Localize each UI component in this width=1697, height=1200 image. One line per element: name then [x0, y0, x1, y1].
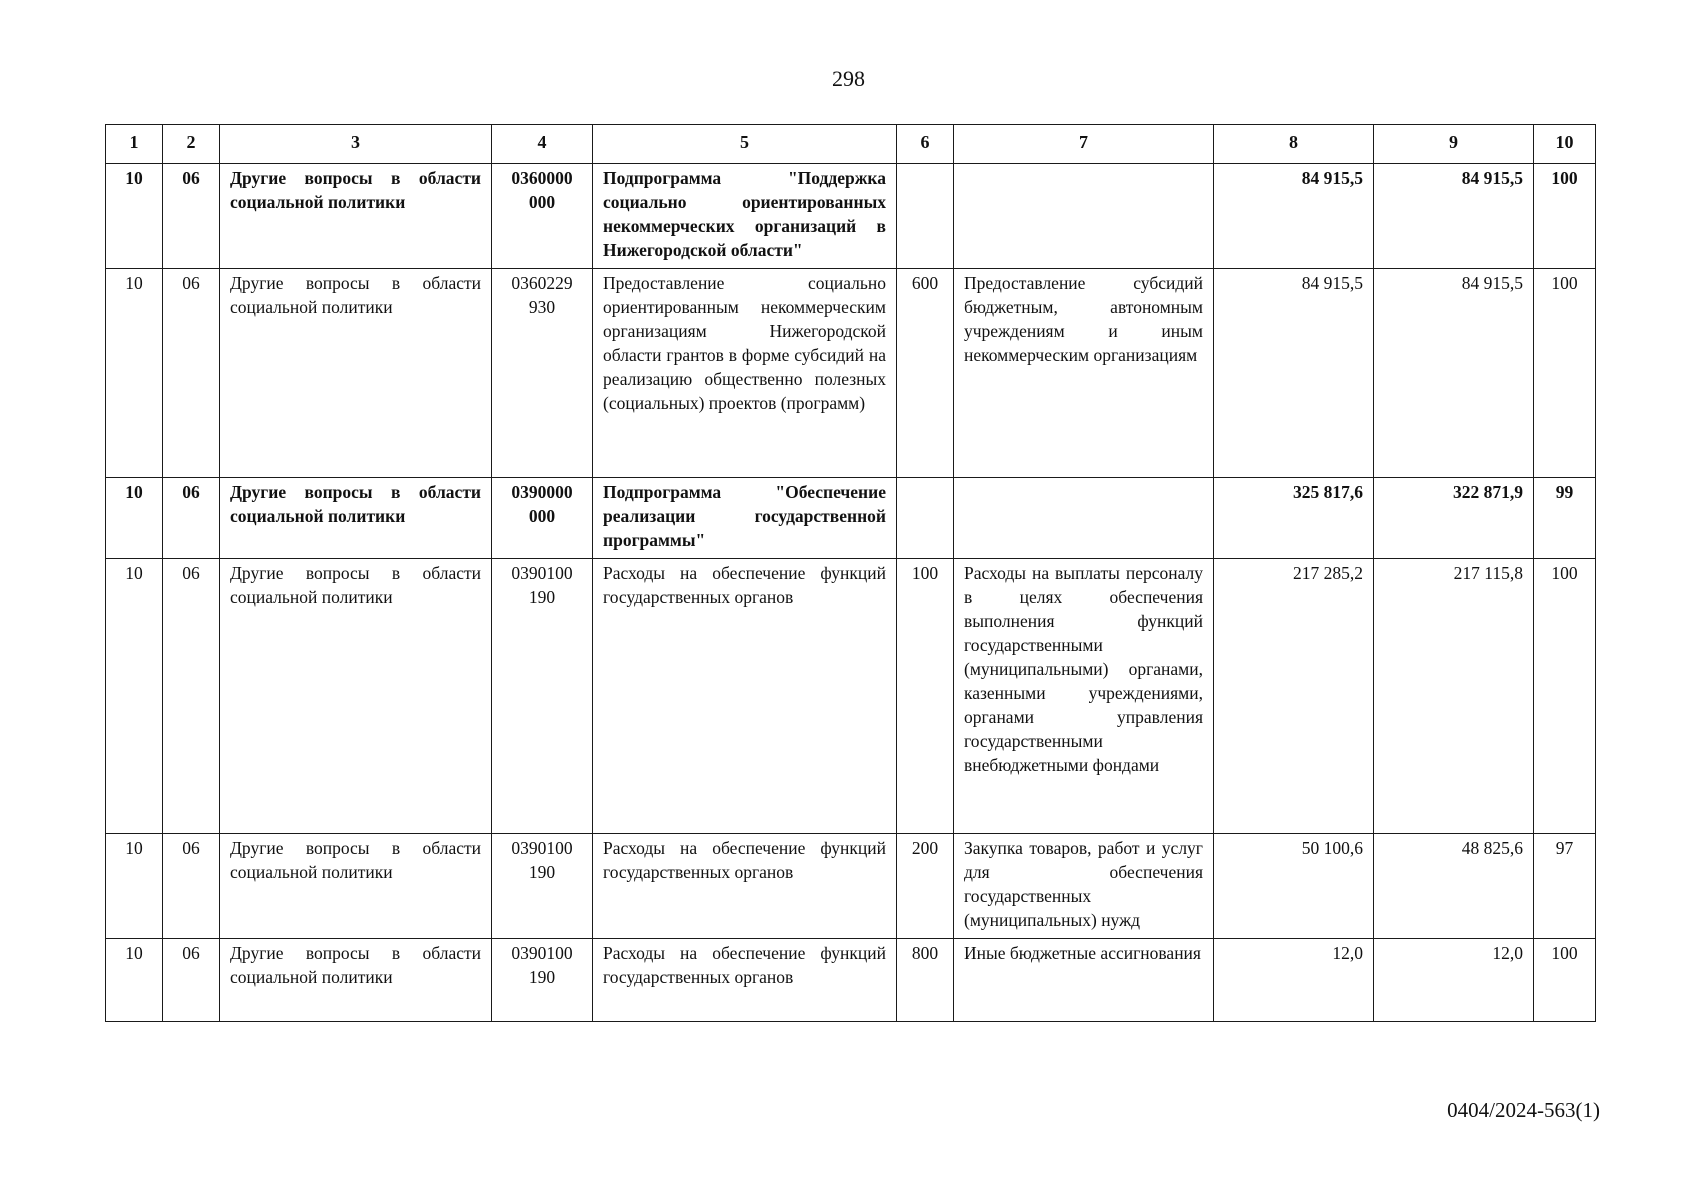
execution-percent: 100 — [1534, 559, 1596, 834]
section-name: Другие вопросы в области социальной политики — [220, 939, 492, 1022]
table-row — [106, 559, 1596, 834]
execution-percent: 100 — [1534, 939, 1596, 1022]
section-code: 10 — [106, 939, 163, 1022]
section-code: 10 — [106, 269, 163, 478]
budget-table — [105, 124, 1596, 1022]
table-row — [106, 834, 1596, 939]
article-name: Расходы на обеспечение функций государственных органов — [593, 834, 897, 939]
execution-percent: 97 — [1534, 834, 1596, 939]
target-article-code: 0360229 930 — [492, 269, 593, 478]
actual-amount: 322 871,9 — [1374, 478, 1534, 559]
section-code: 10 — [106, 164, 163, 269]
header-cell: 5 — [593, 125, 897, 164]
planned-amount: 50 100,6 — [1214, 834, 1374, 939]
planned-amount: 325 817,6 — [1214, 478, 1374, 559]
target-article-code: 0390000 000 — [492, 478, 593, 559]
header-cell: 6 — [897, 125, 954, 164]
table-row — [106, 269, 1596, 478]
section-name: Другие вопросы в области социальной политики — [220, 164, 492, 269]
expense-type-code: 100 — [897, 559, 954, 834]
planned-amount: 217 285,2 — [1214, 559, 1374, 834]
expense-type-name: Закупка товаров, работ и услуг для обеспечения государственных (муниципальных) нужд — [954, 834, 1214, 939]
header-cell: 1 — [106, 125, 163, 164]
header-cell: 4 — [492, 125, 593, 164]
target-article-code: 0390100 190 — [492, 559, 593, 834]
expense-type-code — [897, 164, 954, 269]
expense-type-name: Расходы на выплаты персоналу в целях обеспечения выполнения функций государственными (муниципальными) органами, казенными учреждениями, органами управления государственными внебюджетными фондами — [954, 559, 1214, 834]
subsection-code: 06 — [163, 164, 220, 269]
target-article-code: 0390100 190 — [492, 939, 593, 1022]
article-name: Расходы на обеспечение функций государственных органов — [593, 559, 897, 834]
subsection-code: 06 — [163, 834, 220, 939]
actual-amount: 12,0 — [1374, 939, 1534, 1022]
section-name: Другие вопросы в области социальной политики — [220, 834, 492, 939]
section-name: Другие вопросы в области социальной политики — [220, 478, 492, 559]
execution-percent: 100 — [1534, 164, 1596, 269]
page-number: 298 — [832, 66, 865, 91]
header-cell: 8 — [1214, 125, 1374, 164]
expense-type-name — [954, 164, 1214, 269]
actual-amount: 84 915,5 — [1374, 269, 1534, 478]
expense-type-code — [897, 478, 954, 559]
article-name: Подпрограмма "Поддержка социально ориентированных некоммерческих организаций в Нижегородской области" — [593, 164, 897, 269]
table-row — [106, 164, 1596, 269]
planned-amount: 84 915,5 — [1214, 164, 1374, 269]
target-article-code: 0390100 190 — [492, 834, 593, 939]
expense-type-code: 800 — [897, 939, 954, 1022]
article-name: Подпрограмма "Обеспечение реализации государственной программы" — [593, 478, 897, 559]
expense-type-name — [954, 478, 1214, 559]
section-code: 10 — [106, 559, 163, 834]
expense-type-name: Иные бюджетные ассигнования — [954, 939, 1214, 1022]
planned-amount: 84 915,5 — [1214, 269, 1374, 478]
article-name: Расходы на обеспечение функций государственных органов — [593, 939, 897, 1022]
header-row — [106, 125, 1596, 164]
header-cell: 2 — [163, 125, 220, 164]
subsection-code: 06 — [163, 559, 220, 834]
header-cell: 9 — [1374, 125, 1534, 164]
target-article-code: 0360000 000 — [492, 164, 593, 269]
expense-type-name: Предоставление субсидий бюджетным, автономным учреждениям и иным некоммерческим организациям — [954, 269, 1214, 478]
section-code: 10 — [106, 478, 163, 559]
section-name: Другие вопросы в области социальной политики — [220, 269, 492, 478]
table-row — [106, 478, 1596, 559]
document-code: 0404/2024-563(1) — [1447, 1098, 1600, 1122]
execution-percent: 99 — [1534, 478, 1596, 559]
actual-amount: 217 115,8 — [1374, 559, 1534, 834]
execution-percent: 100 — [1534, 269, 1596, 478]
table-row — [106, 939, 1596, 1022]
article-name: Предоставление социально ориентированным некоммерческим организациям Нижегородской области грантов в форме субсидий на реализацию общественно полезных (социальных) проектов (программ) — [593, 269, 897, 478]
subsection-code: 06 — [163, 939, 220, 1022]
section-name: Другие вопросы в области социальной политики — [220, 559, 492, 834]
actual-amount: 84 915,5 — [1374, 164, 1534, 269]
expense-type-code: 600 — [897, 269, 954, 478]
planned-amount: 12,0 — [1214, 939, 1374, 1022]
subsection-code: 06 — [163, 478, 220, 559]
section-code: 10 — [106, 834, 163, 939]
header-cell: 3 — [220, 125, 492, 164]
header-cell: 10 — [1534, 125, 1596, 164]
header-cell: 7 — [954, 125, 1214, 164]
expense-type-code: 200 — [897, 834, 954, 939]
subsection-code: 06 — [163, 269, 220, 478]
actual-amount: 48 825,6 — [1374, 834, 1534, 939]
